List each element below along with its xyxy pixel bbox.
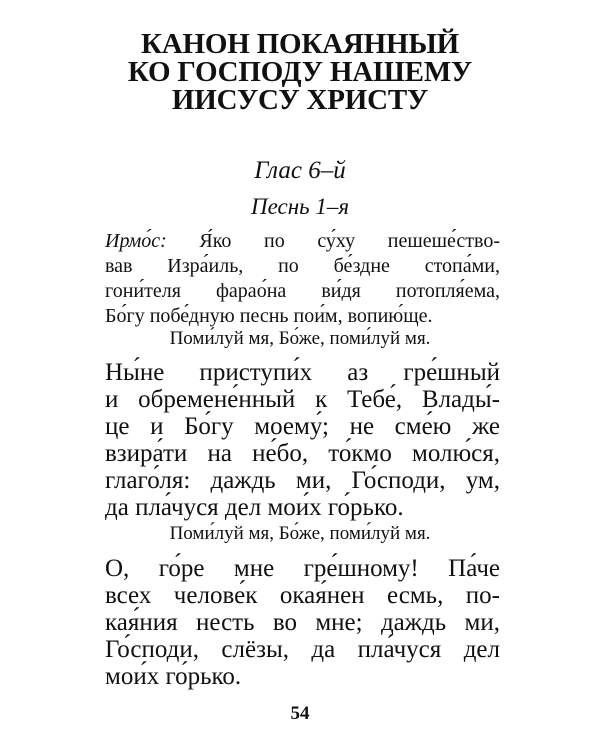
tone-heading: Глас 6–й: [254, 157, 346, 184]
irmos-line: [105, 229, 500, 254]
title-line-3: ИИСУСУ ХРИСТУ: [171, 84, 429, 116]
refrain: Поми́луй мя, Бо́же, поми́луй мя.: [169, 523, 431, 544]
stanza-line: да пла́чуся дел мои́х го́рько.: [105, 494, 404, 521]
ode-heading: Песнь 1–я: [250, 194, 350, 219]
title-line-1: КАНОН ПОКАЯННЫЙ: [140, 28, 460, 60]
title-line-2: КО ГОСПОДУ НАШЕМУ: [127, 56, 473, 88]
stanza-line: О, го́ре мне гре́шному! Па́че: [105, 555, 500, 582]
irmos-label: Ирмо́с:: [105, 230, 167, 252]
irmos-line: Бо́гу побе́дную песнь пои́м, вопию́ще.: [105, 305, 433, 327]
stanza-line: глаго́ля: даждь ми, Го́споди, ум,: [105, 467, 500, 494]
stanza-line: и обремене́нный к Тебе́, Влады́-: [105, 386, 500, 413]
page-number: 54: [290, 703, 310, 724]
stanza-line: Ны́не приступи́х аз гре́шный: [105, 359, 500, 386]
stanza-line: всех челове́к окая́нен есмь, по-: [105, 582, 500, 609]
stanza-line: мои́х го́рько.: [105, 663, 242, 690]
stanza-line: взира́ти на не́бо, то́кмо молю́ся,: [105, 440, 500, 467]
stanza-line: Го́споди, слёзы, да пла́чуся дел: [105, 636, 500, 663]
irmos-line: гони́теля фарао́на ви́дя потопля́ема,: [105, 280, 500, 302]
troparion-stanza: [105, 555, 500, 690]
stanza-line: кая́ния несть во мне; даждь ми,: [105, 609, 500, 636]
irmos-text: Я́ко по су́ху пешеше́ство-: [199, 230, 500, 252]
irmos-paragraph: [105, 229, 500, 329]
troparion-stanza: [105, 359, 500, 521]
stanza-line: це и Бо́гу моему́; не сме́ю же: [105, 413, 500, 440]
refrain: Поми́луй мя, Бо́же, поми́луй мя.: [169, 328, 431, 349]
irmos-line: вав Изра́иль, по бе́здне стопа́ми,: [105, 255, 500, 277]
canon-title: [0, 30, 600, 114]
